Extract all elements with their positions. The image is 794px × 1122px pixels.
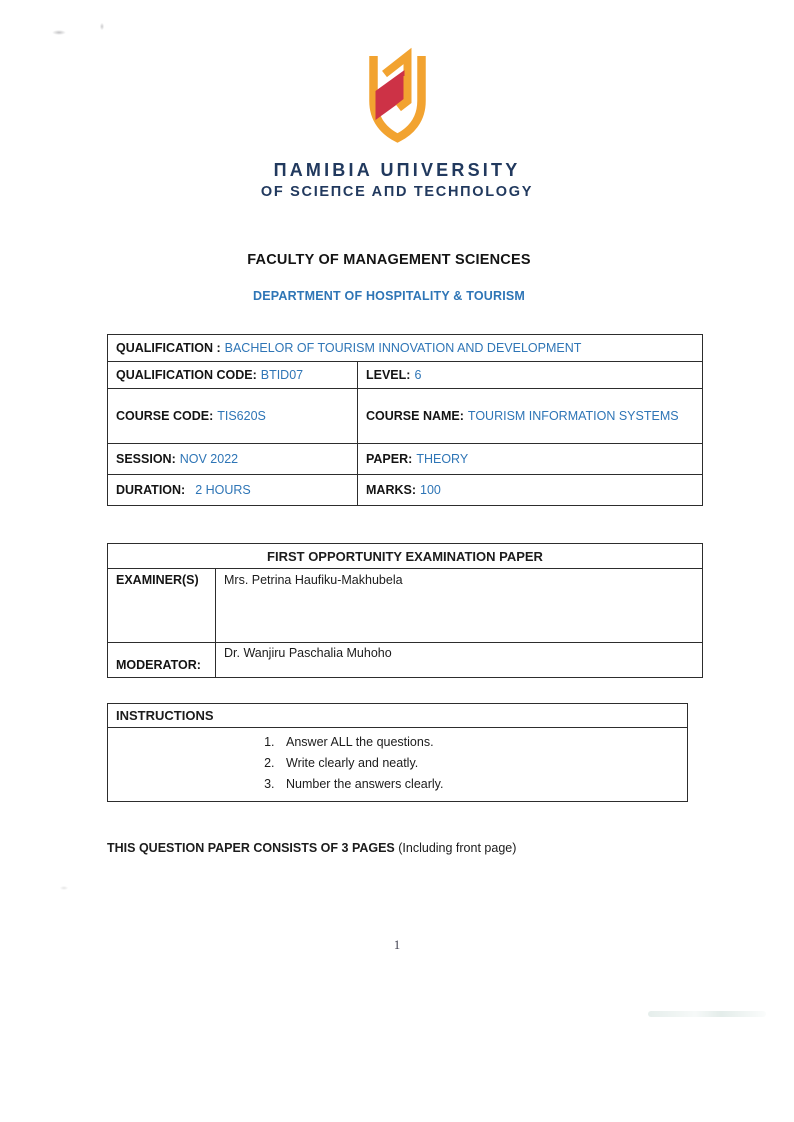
moderator-label: MODERATOR: <box>116 658 201 672</box>
table-row <box>108 362 703 389</box>
level-value: 6 <box>414 368 422 382</box>
moderator-name: Dr. Wanjiru Paschalia Muhoho <box>224 646 392 660</box>
university-name-subline: OF SCIEПCE AПD TECHПOLOGY <box>260 184 534 200</box>
course-code-value: TIS620S <box>217 409 266 423</box>
course-details-table <box>107 334 703 506</box>
moderator-label-cell <box>108 643 216 678</box>
table-row <box>108 643 703 678</box>
table-row <box>108 444 703 475</box>
page-number: 1 <box>393 938 401 952</box>
course-name-cell <box>358 389 703 444</box>
marks-value: 100 <box>420 483 441 497</box>
table-row <box>108 569 703 643</box>
marks-cell <box>358 475 703 506</box>
scan-artifact <box>100 23 104 30</box>
instruction-item: 2. Write clearly and neatly. <box>278 753 679 774</box>
instruction-item: 3. Number the answers clearly. <box>278 774 679 795</box>
scan-artifact <box>648 1011 766 1017</box>
faculty-heading: FACULTY OF MANAGEMENT SCIENCES <box>247 252 531 268</box>
instructions-body <box>108 728 688 802</box>
examiner-label-cell <box>108 569 216 643</box>
qualification-value: BACHELOR OF TOURISM INNOVATION AND DEVELOPMENT <box>224 341 582 355</box>
course-code-cell <box>108 389 358 444</box>
course-name-value: TOURISM INFORMATION SYSTEMS <box>467 409 679 423</box>
table-row <box>108 389 703 444</box>
qualification-label: QUALIFICATION : <box>116 341 221 355</box>
session-cell <box>108 444 358 475</box>
scan-artifact <box>52 30 66 35</box>
exam-paper-title: FIRST OPPORTUNITY EXAMINATION PAPER <box>108 544 703 569</box>
level-cell <box>358 362 703 389</box>
table-row <box>108 704 688 728</box>
qualification-code-label: QUALIFICATION CODE: <box>116 368 257 382</box>
qualification-code-cell <box>108 362 358 389</box>
table-row <box>108 335 703 362</box>
page-count-note-rest: (Including front page) <box>394 841 517 855</box>
duration-label: DURATION: <box>116 483 186 497</box>
examiner-name: Mrs. Petrina Haufiku-Makhubela <box>224 573 403 587</box>
examiner-table <box>107 543 703 678</box>
course-code-label: COURSE CODE: <box>116 409 214 423</box>
paper-label: PAPER: <box>366 452 413 466</box>
instruction-item: 1. Answer ALL the questions. <box>278 732 679 753</box>
table-row <box>108 728 688 802</box>
nust-shield-icon <box>347 46 448 158</box>
paper-value: THEORY <box>416 452 469 466</box>
page-count-note <box>107 841 516 855</box>
level-label: LEVEL: <box>366 368 411 382</box>
marks-label: MARKS: <box>366 483 416 497</box>
scan-artifact <box>60 886 68 890</box>
instructions-title: INSTRUCTIONS <box>108 704 688 728</box>
duration-cell <box>108 475 358 506</box>
session-value: NOV 2022 <box>179 452 239 466</box>
qualification-cell <box>108 335 703 362</box>
course-name-label: COURSE NAME: <box>366 409 464 423</box>
university-name: ПAMIBIA UПIVERSITY <box>273 160 521 180</box>
paper-cell <box>358 444 703 475</box>
table-row <box>108 544 703 569</box>
session-label: SESSION: <box>116 452 176 466</box>
duration-value: 2 HOURS <box>195 483 251 497</box>
page-count-note-bold: THIS QUESTION PAPER CONSISTS OF 3 PAGES <box>107 841 395 855</box>
instructions-table <box>107 703 688 802</box>
table-row <box>108 475 703 506</box>
instructions-list <box>116 732 679 795</box>
examiner-value-cell <box>216 569 703 643</box>
moderator-value-cell <box>216 643 703 678</box>
department-heading: DEPARTMENT OF HOSPITALITY & TOURISM <box>252 289 526 303</box>
examiner-label: EXAMINER(S) <box>116 573 199 587</box>
qualification-code-value: BTID07 <box>260 368 304 382</box>
university-logo <box>0 46 794 201</box>
